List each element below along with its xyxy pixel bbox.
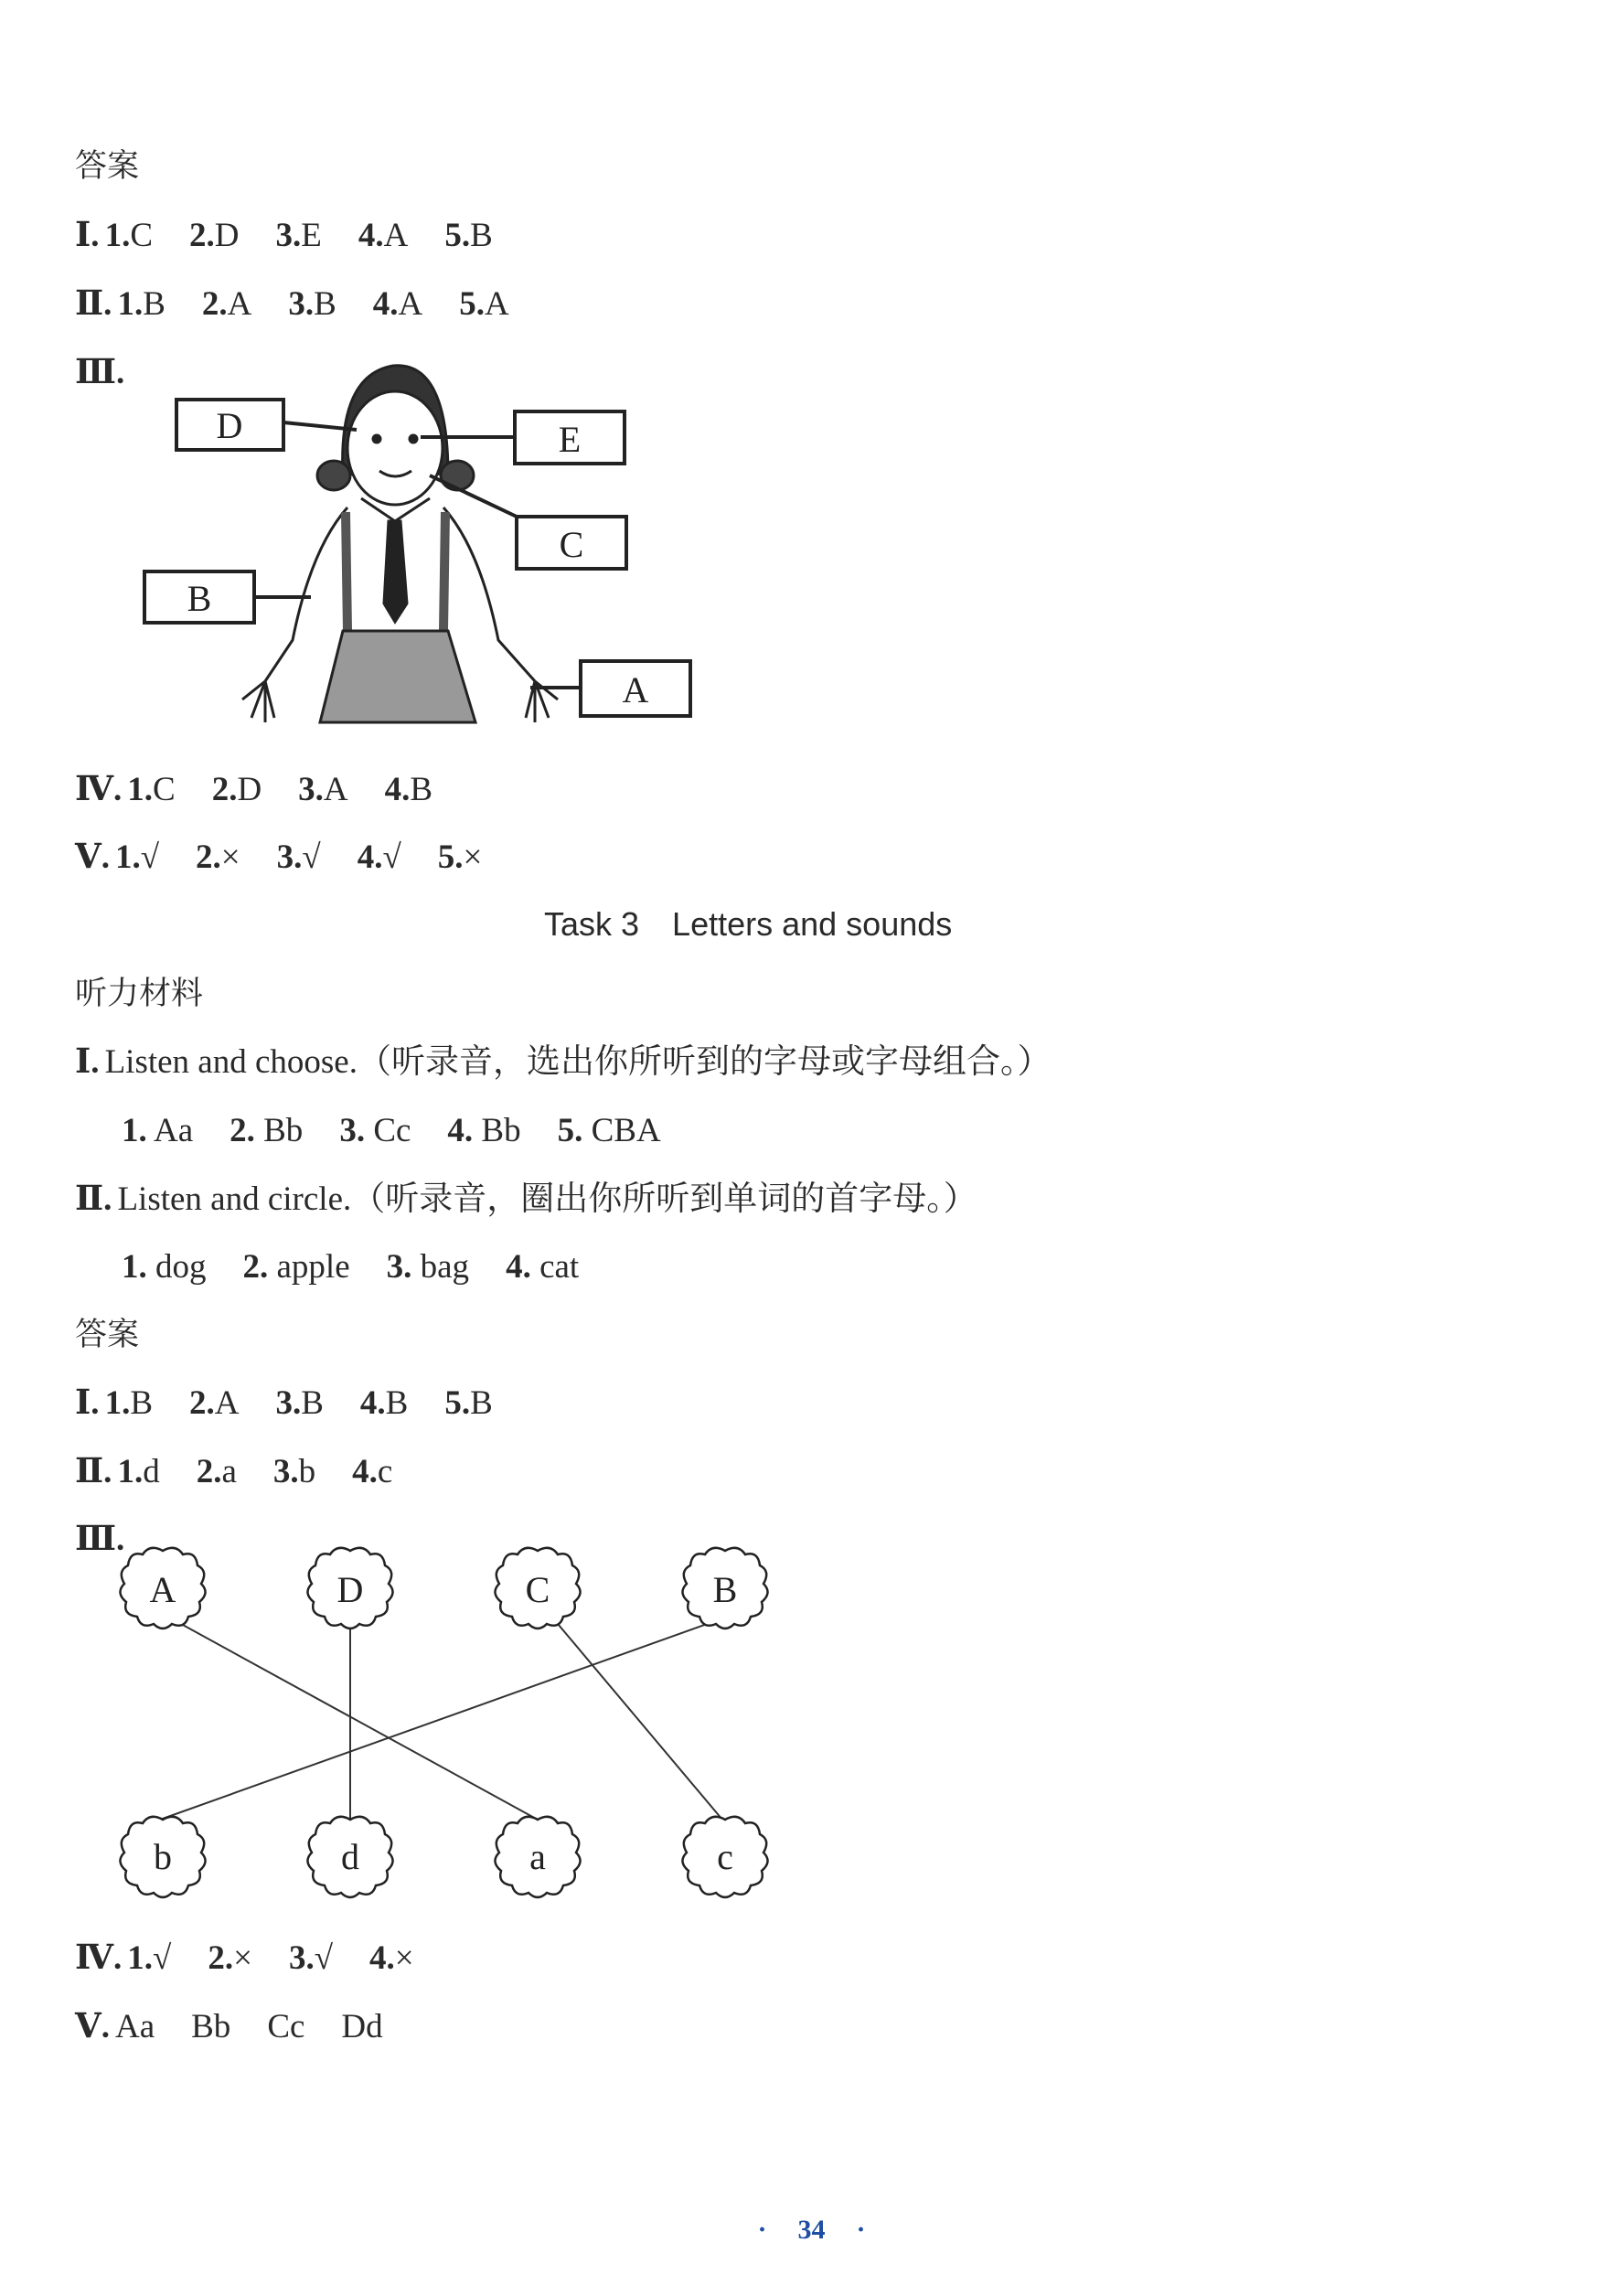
page-number: 34	[797, 2215, 826, 2245]
flower-letter: C	[525, 1569, 550, 1610]
footer-dot: ·	[757, 2215, 767, 2245]
answer-item: 5.×	[437, 838, 483, 876]
flower-letter: b	[154, 1836, 172, 1877]
answer-item: 1.B	[104, 1384, 153, 1422]
answer-item: 3.b	[272, 1453, 316, 1490]
roman-numeral: Ⅰ.	[75, 1043, 100, 1081]
listening-heading: 听力材料	[75, 976, 204, 1012]
answer-item: 3.B	[288, 285, 336, 323]
task-name: Letters and sounds	[672, 905, 953, 943]
listening-item: 3. Cc	[339, 1112, 411, 1149]
roman-numeral: Ⅲ.	[75, 1521, 125, 1558]
answer-item: 4.A	[372, 285, 423, 323]
listening-item: 1. dog	[122, 1248, 207, 1286]
answer-item: 5.B	[444, 217, 493, 254]
answer-item: 1.√	[114, 838, 160, 876]
answer-item: 4.c	[352, 1453, 393, 1490]
answer-item: 4.B	[359, 1384, 409, 1422]
answer-item: 3.√	[276, 838, 321, 876]
label-text: D	[216, 405, 243, 446]
answer-item: 2.A	[189, 1384, 240, 1422]
letter-pair: Cc	[267, 2008, 305, 2045]
answer-item: 2.×	[196, 838, 240, 876]
flower-letter: A	[149, 1569, 176, 1610]
answer-row-4	[75, 1938, 451, 1979]
answer-item: 3.B	[275, 1384, 324, 1422]
answer-item: 1.B	[117, 285, 166, 323]
answer-item: 3.E	[275, 217, 322, 254]
letter-pair: Aa	[114, 2008, 155, 2045]
flower-letter: D	[336, 1569, 364, 1610]
listening-item: 3. bag	[386, 1248, 470, 1286]
answer-item: 3.A	[298, 771, 348, 808]
answer-row-5	[75, 2007, 420, 2047]
roman-numeral: Ⅰ.	[75, 217, 100, 254]
answer-item: 2.×	[208, 1939, 252, 1977]
answer-item: 1.C	[127, 771, 176, 808]
listening-item: 2. Bb	[230, 1112, 304, 1149]
letter-pair: Bb	[191, 2008, 231, 2045]
roman-numeral: Ⅳ.	[75, 1939, 123, 1977]
roman-numeral: Ⅳ.	[75, 771, 123, 808]
instruction-text: Listen and choose.（听录音，选出你所听到的字母或字母组合。）	[104, 1043, 1052, 1081]
flower-letter: a	[529, 1836, 546, 1877]
answer-item: 2.D	[211, 771, 262, 808]
answers-heading: 答案	[75, 1317, 140, 1353]
answer-item: 3.√	[288, 1939, 333, 1977]
roman-numeral: Ⅴ.	[75, 838, 110, 876]
roman-numeral: Ⅴ.	[75, 2008, 110, 2045]
roman-numeral: Ⅱ.	[75, 285, 112, 323]
page-footer	[0, 2215, 1623, 2246]
flower-letter: d	[341, 1836, 359, 1877]
listening-item: 4. Bb	[447, 1112, 521, 1149]
roman-numeral: Ⅰ.	[75, 1384, 100, 1422]
task-number: Task 3	[544, 905, 640, 943]
label-text: E	[558, 419, 582, 460]
listening-item: 1. Aa	[122, 1112, 194, 1149]
answer-item: 4.×	[369, 1939, 414, 1977]
label-text: A	[622, 669, 649, 710]
answer-item: 1.C	[104, 217, 153, 254]
answer-item: 4.√	[357, 838, 401, 876]
answers-heading: 答案	[75, 148, 140, 185]
roman-numeral: Ⅱ.	[75, 1453, 112, 1490]
listening-item: 4. cat	[506, 1248, 580, 1286]
listening-item: 2. apple	[242, 1248, 350, 1286]
flower-letter: c	[717, 1836, 733, 1877]
roman-numeral: Ⅲ.	[75, 354, 125, 391]
listening-item: 5. CBA	[557, 1112, 661, 1149]
answer-item: 4.A	[358, 217, 409, 254]
answer-item: 4.B	[384, 771, 433, 808]
label-text: B	[187, 578, 212, 619]
answer-item: 5.A	[459, 285, 509, 323]
answer-item: 1.√	[127, 1939, 172, 1977]
instruction-text: Listen and circle.（听录音，圈出你所听到单词的首字母。）	[117, 1180, 977, 1218]
answer-item: 2.D	[189, 217, 240, 254]
label-text: C	[559, 524, 584, 565]
answer-item: 2.a	[196, 1453, 237, 1490]
flower-letter: B	[712, 1569, 738, 1610]
footer-dot: ·	[856, 2215, 866, 2245]
answer-item: 1.d	[117, 1453, 160, 1490]
roman-numeral: Ⅱ.	[75, 1180, 112, 1218]
answer-item: 5.B	[444, 1384, 493, 1422]
letter-pair: Dd	[341, 2008, 383, 2045]
answer-item: 2.A	[201, 285, 252, 323]
